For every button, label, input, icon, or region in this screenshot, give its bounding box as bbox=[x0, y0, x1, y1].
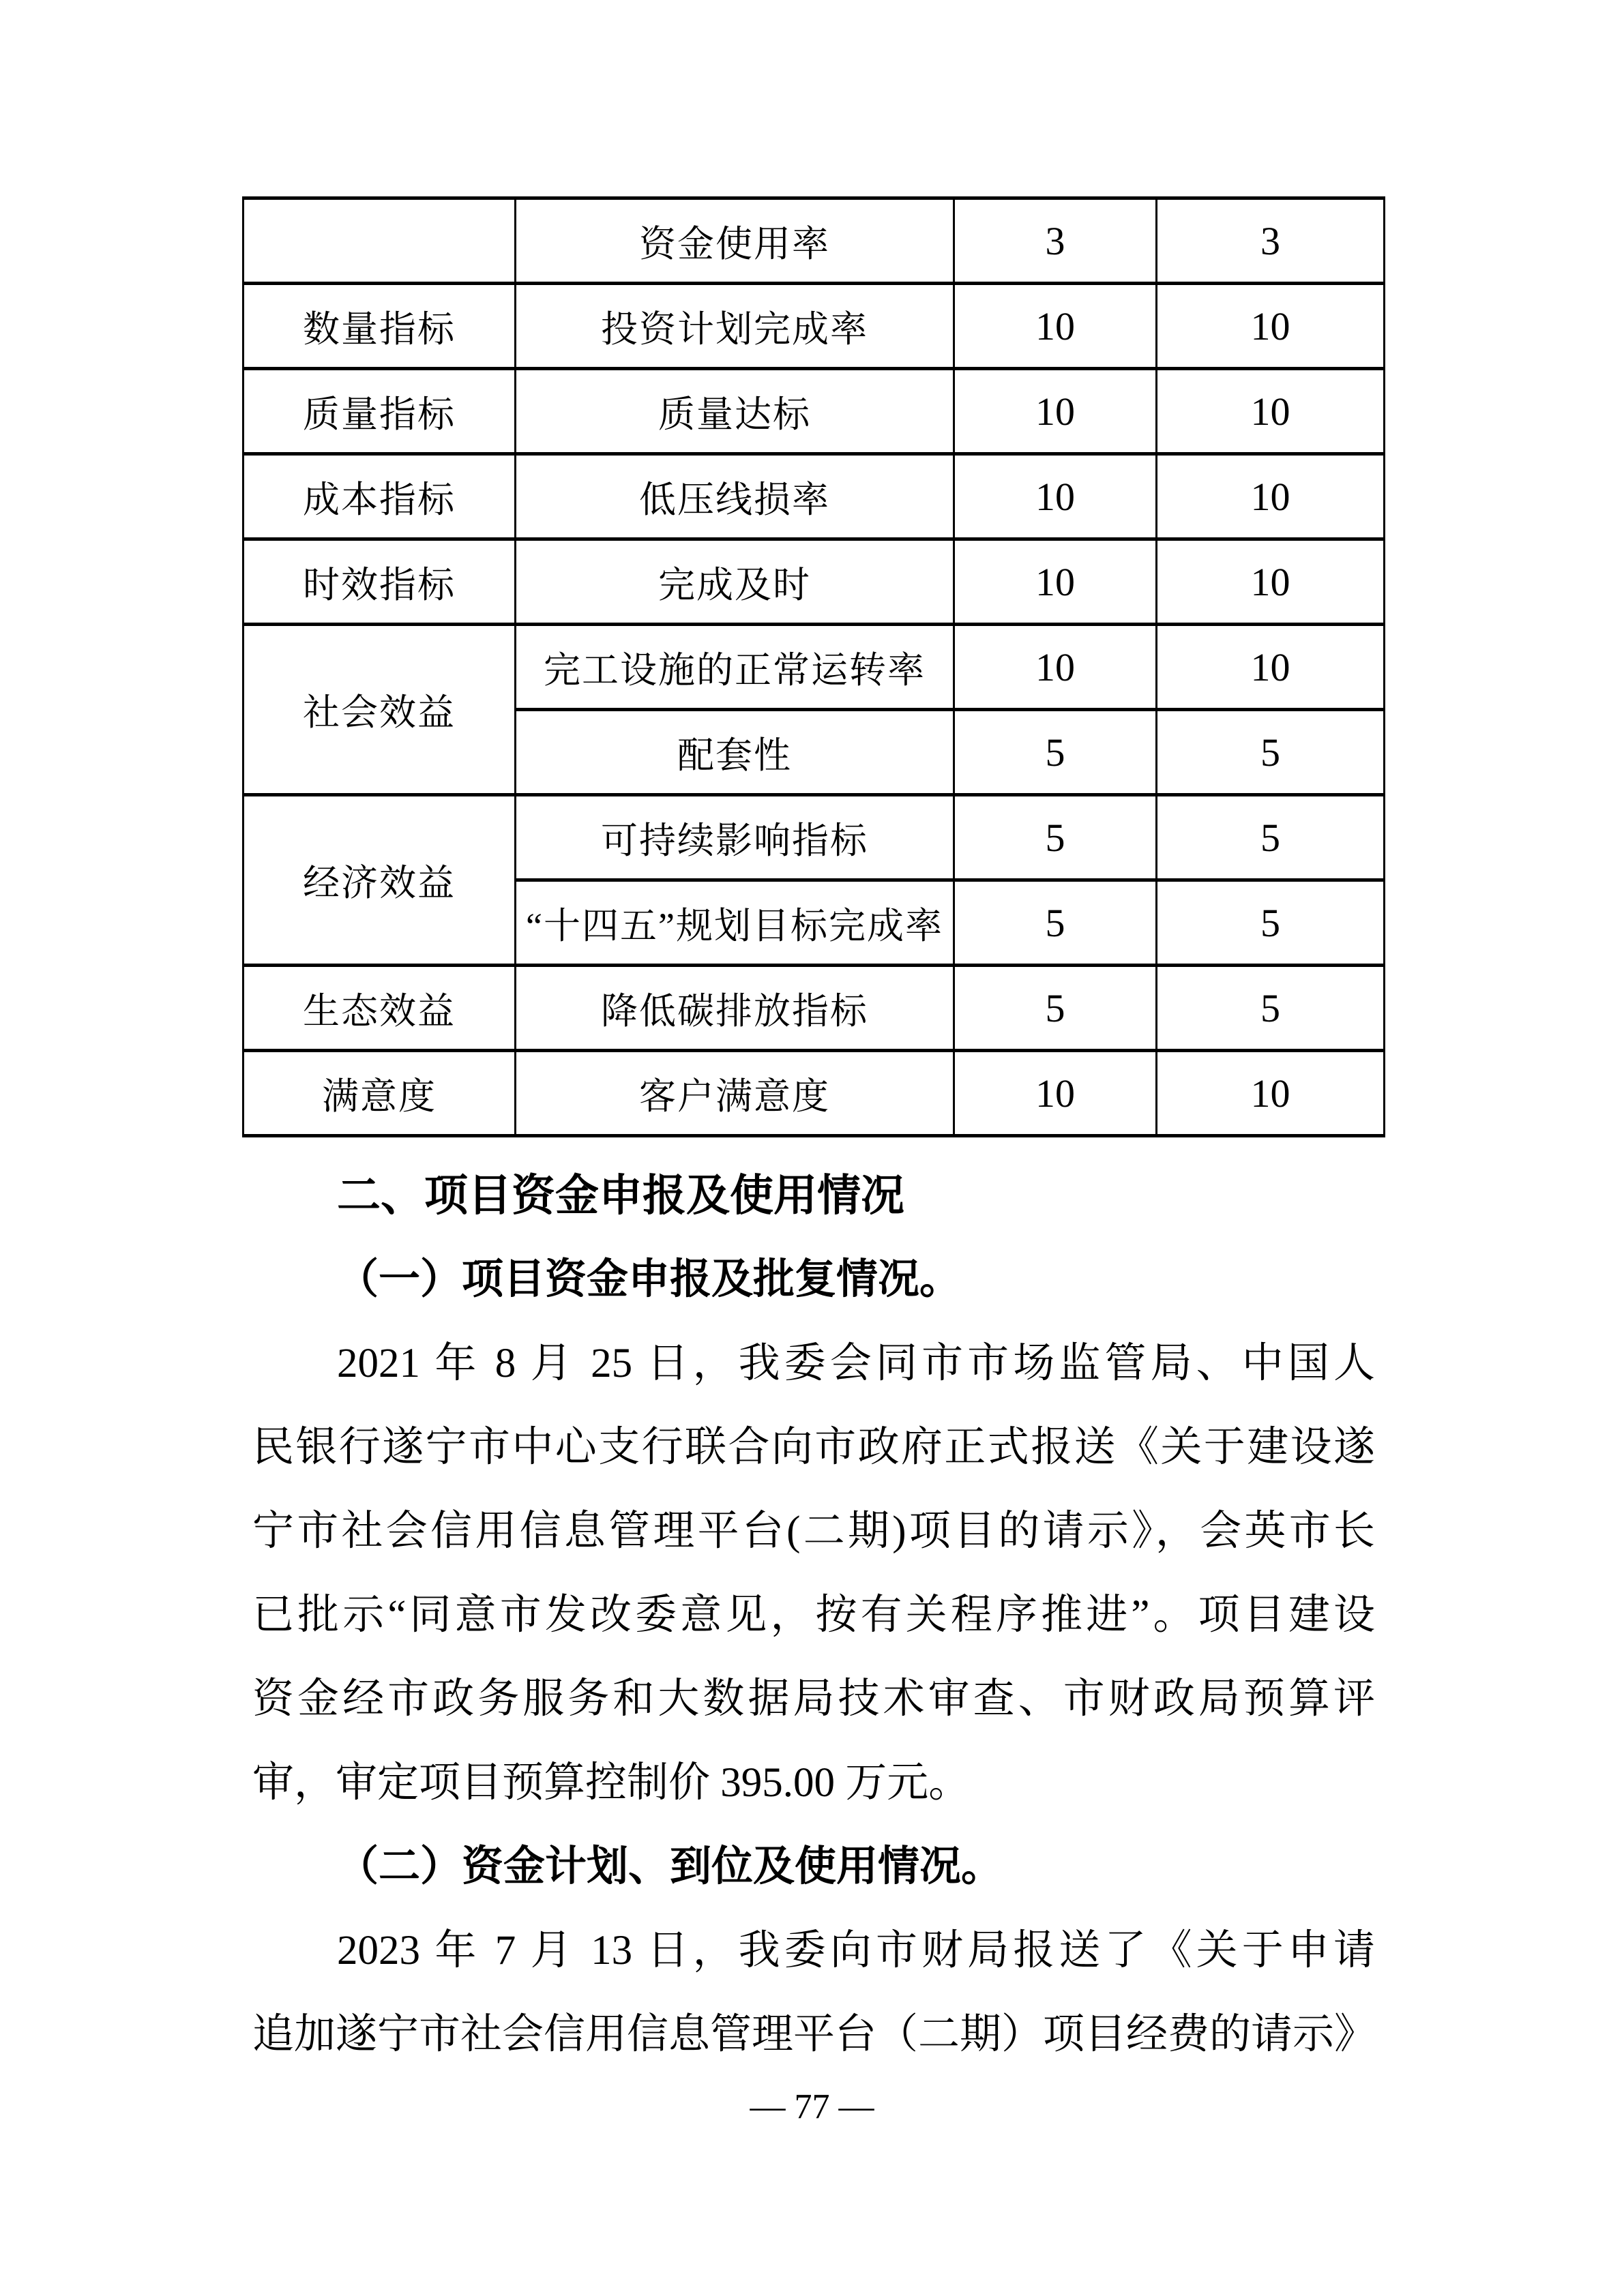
category-cell: 成本指标 bbox=[243, 454, 516, 539]
table-row bbox=[243, 625, 1385, 710]
score-cell: 5 bbox=[954, 710, 1157, 795]
score-cell: 10 bbox=[1157, 1051, 1385, 1136]
indicator-cell: “十四五”规划目标完成率 bbox=[516, 880, 954, 966]
score-cell: 10 bbox=[1157, 284, 1385, 369]
paragraph-line: 宁市社会信用信息管理平台(二期)项目的请示》，会英市长 bbox=[252, 1508, 1375, 1554]
score-cell: 5 bbox=[1157, 880, 1385, 966]
score-cell: 5 bbox=[1157, 795, 1385, 880]
category-cell bbox=[243, 198, 516, 284]
score-cell: 10 bbox=[954, 1051, 1157, 1136]
category-cell: 生态效益 bbox=[243, 966, 516, 1051]
table-row bbox=[243, 1051, 1385, 1136]
indicator-cell: 配套性 bbox=[516, 710, 954, 795]
score-cell: 10 bbox=[954, 539, 1157, 625]
indicator-cell: 可持续影响指标 bbox=[516, 795, 954, 880]
performance-indicator-table bbox=[242, 196, 1385, 1137]
paragraph-line: 已批示“同意市发改委意见，按有关程序推进”。项目建设 bbox=[252, 1592, 1375, 1638]
score-cell: 5 bbox=[954, 795, 1157, 880]
score-cell: 10 bbox=[1157, 539, 1385, 625]
score-cell: 5 bbox=[1157, 966, 1385, 1051]
score-cell: 3 bbox=[954, 198, 1157, 284]
indicator-cell: 投资计划完成率 bbox=[516, 284, 954, 369]
score-cell: 10 bbox=[954, 369, 1157, 454]
category-cell: 经济效益 bbox=[243, 795, 516, 966]
score-cell: 10 bbox=[1157, 625, 1385, 710]
score-cell: 5 bbox=[954, 880, 1157, 966]
category-cell: 质量指标 bbox=[243, 369, 516, 454]
score-cell: 10 bbox=[954, 625, 1157, 710]
score-cell: 3 bbox=[1157, 198, 1385, 284]
table-row bbox=[243, 795, 1385, 880]
page-number: — 77 — bbox=[750, 2087, 874, 2126]
score-cell: 10 bbox=[954, 454, 1157, 539]
table-row bbox=[243, 198, 1385, 284]
indicator-cell: 质量达标 bbox=[516, 369, 954, 454]
score-cell: 5 bbox=[954, 966, 1157, 1051]
score-cell: 10 bbox=[954, 284, 1157, 369]
score-cell: 5 bbox=[1157, 710, 1385, 795]
indicator-cell: 完成及时 bbox=[516, 539, 954, 625]
score-cell: 10 bbox=[1157, 454, 1385, 539]
table-row bbox=[243, 454, 1385, 539]
category-cell: 时效指标 bbox=[243, 539, 516, 625]
paragraph-line: 2023 年 7 月 13 日，我委向市财局报送了《关于申请 bbox=[337, 1928, 1375, 1973]
table-row bbox=[243, 284, 1385, 369]
indicator-cell: 客户满意度 bbox=[516, 1051, 954, 1136]
paragraph-line: 2021 年 8 月 25 日，我委会同市市场监管局、中国人 bbox=[337, 1341, 1375, 1386]
body-text bbox=[252, 1154, 1375, 2076]
section-heading: 二、项目资金申报及使用情况 bbox=[337, 1171, 904, 1220]
table-row bbox=[243, 369, 1385, 454]
table-row bbox=[243, 966, 1385, 1051]
category-cell: 社会效益 bbox=[243, 625, 516, 795]
subsection-heading-2: （二）资金计划、到位及使用情况。 bbox=[337, 1844, 1003, 1890]
paragraph-line: 追加遂宁市社会信用信息管理平台（二期）项目经费的请示》 bbox=[252, 2012, 1376, 2057]
table-row bbox=[243, 539, 1385, 625]
indicator-cell: 完工设施的正常运转率 bbox=[516, 625, 954, 710]
category-cell: 满意度 bbox=[243, 1051, 516, 1136]
subsection-heading-1: （一）项目资金申报及批复情况。 bbox=[337, 1257, 962, 1302]
paragraph-line: 资金经市政务服务和大数据局技术审查、市财政局预算评 bbox=[252, 1676, 1375, 1722]
category-cell: 数量指标 bbox=[243, 284, 516, 369]
score-cell: 10 bbox=[1157, 369, 1385, 454]
indicator-cell: 低压线损率 bbox=[516, 454, 954, 539]
paragraph-line: 民银行遂宁市中心支行联合向市政府正式报送《关于建设遂 bbox=[252, 1425, 1375, 1470]
indicator-cell: 资金使用率 bbox=[516, 198, 954, 284]
paragraph-line: 审，审定项目预算控制价 395.00 万元。 bbox=[252, 1760, 971, 1806]
indicator-cell: 降低碳排放指标 bbox=[516, 966, 954, 1051]
